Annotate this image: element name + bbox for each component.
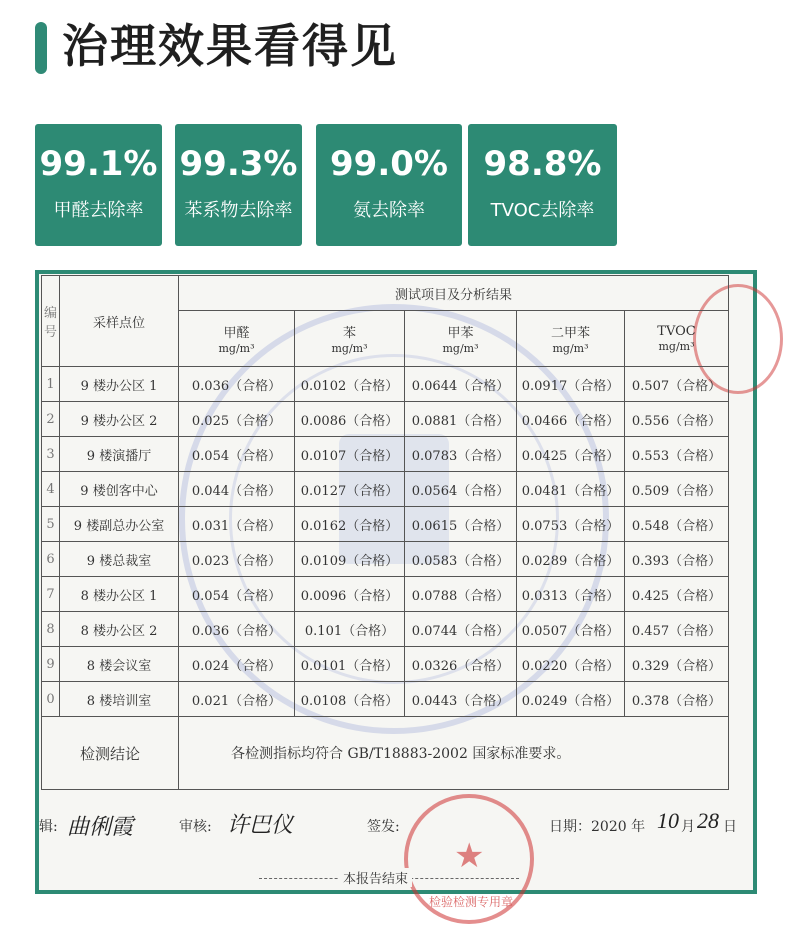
row-index: 9 bbox=[42, 647, 60, 682]
table-row bbox=[42, 682, 729, 717]
test-group-header: 测试项目及分析结果 bbox=[179, 276, 729, 311]
result-cell: 0.329（合格） bbox=[625, 647, 729, 682]
index-header: 编号 bbox=[42, 276, 60, 367]
stat-label: 甲醛去除率 bbox=[53, 200, 144, 221]
result-cell: 0.054（合格） bbox=[179, 577, 295, 612]
result-cell: 0.0326（合格） bbox=[405, 647, 517, 682]
table-row bbox=[42, 542, 729, 577]
end-of-report: 本报告结束 bbox=[339, 868, 412, 887]
author-label: 辑: bbox=[39, 819, 58, 835]
column-header: 甲醛 mg/m³ bbox=[179, 311, 295, 367]
title-accent-bar bbox=[35, 22, 47, 74]
result-cell: 0.036（合格） bbox=[179, 367, 295, 402]
stat-percent: 99.3% bbox=[179, 144, 298, 184]
result-cell: 0.507（合格） bbox=[625, 367, 729, 402]
column-header: 甲苯 mg/m³ bbox=[405, 311, 517, 367]
reviewer-signature: 许巴仪 bbox=[227, 812, 294, 837]
result-cell: 0.101（合格） bbox=[295, 612, 405, 647]
result-cell: 0.0086（合格） bbox=[295, 402, 405, 437]
report-frame bbox=[35, 270, 757, 909]
stat-label: 苯系物去除率 bbox=[184, 200, 293, 221]
issuer-label: 签发: bbox=[367, 819, 400, 835]
result-cell: 0.0425（合格） bbox=[517, 437, 625, 472]
stats-row bbox=[35, 124, 617, 246]
result-cell: 0.036（合格） bbox=[179, 612, 295, 647]
stamp-text: 检验检测专用章 bbox=[428, 895, 513, 909]
stat-card-ammonia bbox=[316, 124, 462, 246]
result-cell: 0.024（合格） bbox=[179, 647, 295, 682]
sample-location: 9 楼创客中心 bbox=[60, 472, 179, 507]
result-cell: 0.0783（合格） bbox=[405, 437, 517, 472]
row-index: 3 bbox=[42, 437, 60, 472]
result-cell: 0.0313（合格） bbox=[517, 577, 625, 612]
signature-area bbox=[39, 794, 753, 909]
result-cell: 0.0753（合格） bbox=[517, 507, 625, 542]
result-cell: 0.393（合格） bbox=[625, 542, 729, 577]
result-cell: 0.0109（合格） bbox=[295, 542, 405, 577]
result-cell: 0.0108（合格） bbox=[295, 682, 405, 717]
official-stamp bbox=[404, 794, 534, 924]
page-title: 治理效果看得见 bbox=[62, 19, 398, 73]
result-cell: 0.425（合格） bbox=[625, 577, 729, 612]
result-cell: 0.0101（合格） bbox=[295, 647, 405, 682]
result-cell: 0.0881（合格） bbox=[405, 402, 517, 437]
sample-location: 8 楼办公区 2 bbox=[60, 612, 179, 647]
result-cell: 0.031（合格） bbox=[179, 507, 295, 542]
sample-location: 9 楼总裁室 bbox=[60, 542, 179, 577]
result-cell: 0.0744（合格） bbox=[405, 612, 517, 647]
row-index: 8 bbox=[42, 612, 60, 647]
result-cell: 0.025（合格） bbox=[179, 402, 295, 437]
result-cell: 0.0220（合格） bbox=[517, 647, 625, 682]
row-index: 2 bbox=[42, 402, 60, 437]
result-cell: 0.0644（合格） bbox=[405, 367, 517, 402]
result-cell: 0.023（合格） bbox=[179, 542, 295, 577]
result-cell: 0.0096（合格） bbox=[295, 577, 405, 612]
sample-location: 9 楼副总办公室 bbox=[60, 507, 179, 542]
result-cell: 0.553（合格） bbox=[625, 437, 729, 472]
result-cell: 0.044（合格） bbox=[179, 472, 295, 507]
reviewer-label: 审核: bbox=[179, 819, 212, 835]
result-cell: 0.0481（合格） bbox=[517, 472, 625, 507]
result-cell: 0.0788（合格） bbox=[405, 577, 517, 612]
table-row bbox=[42, 647, 729, 682]
result-cell: 0.0107（合格） bbox=[295, 437, 405, 472]
stat-card-tvoc bbox=[468, 124, 617, 246]
result-cell: 0.0289（合格） bbox=[517, 542, 625, 577]
result-cell: 0.0102（合格） bbox=[295, 367, 405, 402]
result-cell: 0.0249（合格） bbox=[517, 682, 625, 717]
result-cell: 0.378（合格） bbox=[625, 682, 729, 717]
row-index: 5 bbox=[42, 507, 60, 542]
table-row bbox=[42, 612, 729, 647]
result-table bbox=[41, 275, 729, 790]
column-header: 二甲苯 mg/m³ bbox=[517, 311, 625, 367]
result-cell: 0.0443（合格） bbox=[405, 682, 517, 717]
date-label: 日期：2020 年 bbox=[549, 819, 646, 835]
table-row bbox=[42, 577, 729, 612]
row-index: 6 bbox=[42, 542, 60, 577]
date-day: 28 bbox=[697, 808, 719, 833]
result-cell: 0.0127（合格） bbox=[295, 472, 405, 507]
table-row bbox=[42, 437, 729, 472]
result-cell: 0.556（合格） bbox=[625, 402, 729, 437]
date-day-unit: 日 bbox=[723, 819, 737, 835]
date-month: 10 bbox=[657, 808, 679, 833]
report-paper bbox=[39, 274, 753, 909]
row-index: 1 bbox=[42, 367, 60, 402]
result-cell: 0.021（合格） bbox=[179, 682, 295, 717]
row-index: 0 bbox=[42, 682, 60, 717]
table-row bbox=[42, 472, 729, 507]
stat-label: 氨去除率 bbox=[353, 200, 425, 221]
stat-card-benzene bbox=[175, 124, 302, 246]
sample-location: 8 楼培训室 bbox=[60, 682, 179, 717]
sample-location: 9 楼演播厅 bbox=[60, 437, 179, 472]
row-index: 4 bbox=[42, 472, 60, 507]
result-cell: 0.0162（合格） bbox=[295, 507, 405, 542]
result-cell: 0.054（合格） bbox=[179, 437, 295, 472]
result-cell: 0.457（合格） bbox=[625, 612, 729, 647]
conclusion-label: 检测结论 bbox=[42, 717, 179, 790]
column-header: 苯 mg/m³ bbox=[295, 311, 405, 367]
stat-percent: 98.8% bbox=[483, 144, 602, 184]
sample-header: 采样点位 bbox=[60, 276, 179, 367]
result-cell: 0.548（合格） bbox=[625, 507, 729, 542]
sample-location: 8 楼会议室 bbox=[60, 647, 179, 682]
stat-percent: 99.1% bbox=[39, 144, 158, 184]
result-cell: 0.509（合格） bbox=[625, 472, 729, 507]
column-header: TVOC mg/m³ bbox=[625, 311, 729, 367]
table-row bbox=[42, 507, 729, 542]
conclusion-text: 各检测指标均符合 GB/T18883-2002 国家标准要求。 bbox=[179, 717, 729, 790]
result-cell: 0.0466（合格） bbox=[517, 402, 625, 437]
sample-location: 9 楼办公区 2 bbox=[60, 402, 179, 437]
sample-location: 8 楼办公区 1 bbox=[60, 577, 179, 612]
result-cell: 0.0583（合格） bbox=[405, 542, 517, 577]
row-index: 7 bbox=[42, 577, 60, 612]
table-row bbox=[42, 367, 729, 402]
stat-label: TVOC去除率 bbox=[490, 200, 595, 221]
sample-location: 9 楼办公区 1 bbox=[60, 367, 179, 402]
author-signature: 曲俐霞 bbox=[67, 814, 134, 839]
date-month-unit: 月 bbox=[681, 819, 695, 835]
result-cell: 0.0564（合格） bbox=[405, 472, 517, 507]
stamp-star-icon: ★ bbox=[454, 836, 485, 876]
result-cell: 0.0615（合格） bbox=[405, 507, 517, 542]
stat-percent: 99.0% bbox=[330, 144, 448, 184]
table-row bbox=[42, 402, 729, 437]
stat-card-formaldehyde bbox=[35, 124, 162, 246]
result-cell: 0.0507（合格） bbox=[517, 612, 625, 647]
result-cell: 0.0917（合格） bbox=[517, 367, 625, 402]
